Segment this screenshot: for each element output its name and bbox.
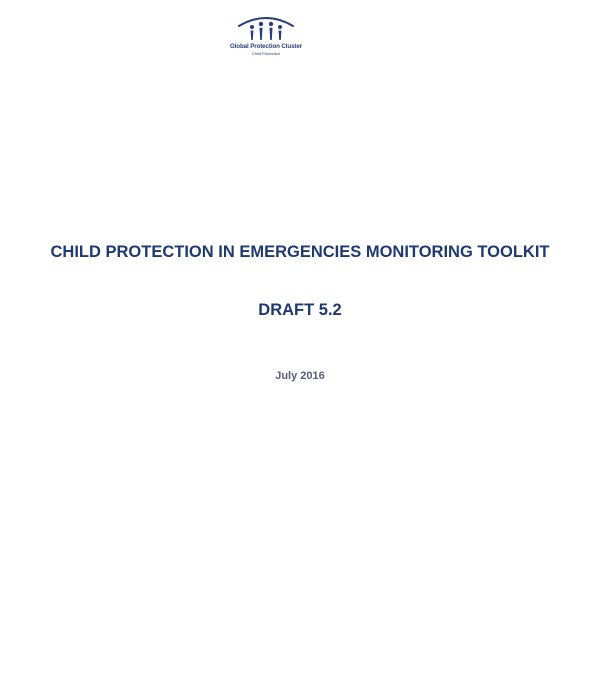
logo-subtitle: Child Protection [251, 51, 281, 56]
logo-organization-name: Global Protection Cluster [229, 43, 303, 50]
logo-emblem-icon [236, 14, 296, 42]
document-date: July 2016 [275, 370, 325, 382]
global-protection-cluster-logo [229, 14, 303, 58]
document-title: CHILD PROTECTION IN EMERGENCIES MONITORING TOOLKIT [50, 243, 550, 261]
document-version: DRAFT 5.2 [258, 301, 342, 319]
